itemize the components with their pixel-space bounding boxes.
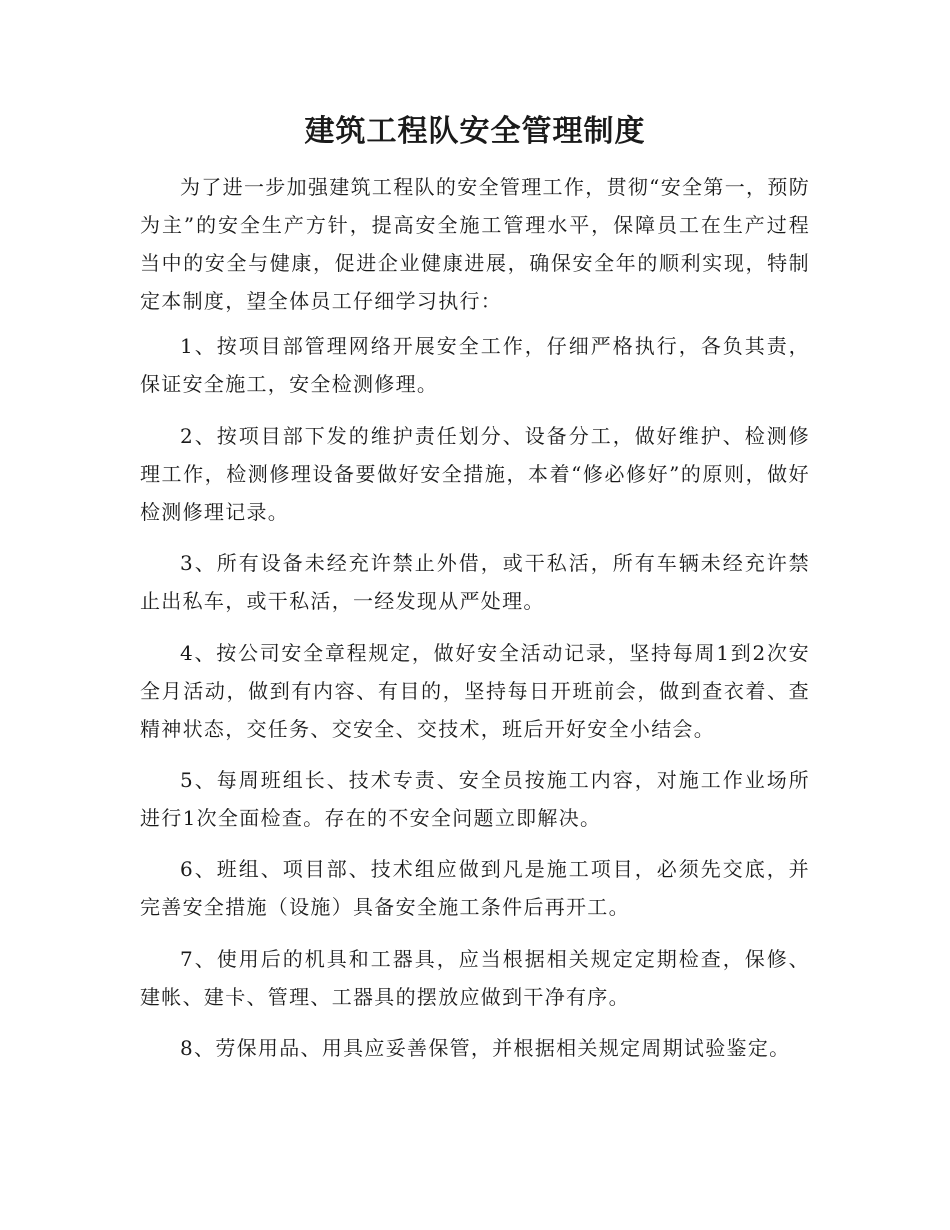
rule-item-4: 4、按公司安全章程规定，做好安全活动记录，坚持每周1到2次安全月活动，做到有内容、有目的，坚持每日开班前会，做到查衣着、查精神状态，交任务、交安全、交技术，班后开好安全小结会。 — [140, 641, 810, 741]
rule-item-3: 3、所有设备未经充许禁止外借，或干私活，所有车辆未经充许禁止出私车，或干私活，一经发现从严处理。 — [140, 551, 810, 613]
rule-item-6: 6、班组、项目部、技术组应做到凡是施工项目，必须先交底，并完善安全措施（设施）具备安全施工条件后再开工。 — [140, 857, 810, 919]
rule-item-2: 2、按项目部下发的维护责任划分、设备分工，做好维护、检测修理工作，检测修理设备要做好安全措施，本着“修必修好”的原则，做好检测修理记录。 — [140, 424, 810, 524]
rule-item-1: 1、按项目部管理网络开展安全工作，仔细严格执行，各负其责，保证安全施工，安全检测修理。 — [140, 334, 810, 396]
intro-paragraph: 为了进一步加强建筑工程队的安全管理工作，贯彻“安全第一，预防为主”的安全生产方针，提高安全施工管理水平，保障员工在生产过程当中的安全与健康，促进企业健康进展，确保安全年的顺利实现，特制定本制度，望全体员工仔细学习执行： — [140, 175, 810, 313]
rule-item-8: 8、劳保用品、用具应妥善保管，并根据相关规定周期试验鉴定。 — [180, 1036, 791, 1060]
rule-item-7: 7、使用后的机具和工器具，应当根据相关规定定期检查，保修、建帐、建卡、管理、工器具的摆放应做到干净有序。 — [140, 947, 810, 1009]
rule-item-5: 5、每周班组长、技术专责、安全员按施工内容，对施工作业场所进行1次全面检查。存在的不安全问题立即解决。 — [140, 768, 810, 830]
document-title: 建筑工程队安全管理制度 — [304, 114, 646, 149]
